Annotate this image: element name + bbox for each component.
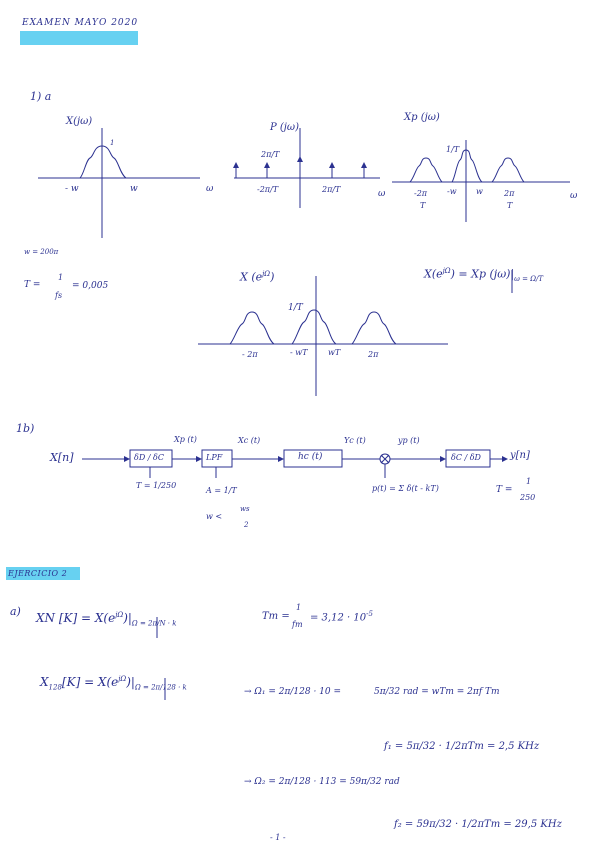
t-left: T = 1/250 — [136, 481, 177, 490]
page-title: EXAMEN MAYO 2020 — [22, 18, 139, 28]
xn-k-eq — [36, 612, 177, 627]
xpjw-posw: w — [476, 187, 483, 196]
omega2: → Ω₂ = 2π/128 · 113 = 59π/32 rad — [244, 777, 400, 787]
xjw-neg-w: - w — [65, 184, 79, 194]
page-number: - 1 - — [270, 833, 286, 842]
relation-left-text: X(e — [424, 267, 443, 281]
f1: f₁ = 5π/32 · 1/2πTm = 2,5 KHz — [384, 741, 540, 752]
xpjw-graph — [392, 140, 570, 222]
omega1-val: 5π/32 rad = wTm = 2πf Tm — [374, 687, 500, 697]
part-1a-label: 1) a — [30, 90, 52, 103]
block-cd-label: δC / δD — [451, 453, 481, 462]
xej-neg2pi: - 2π — [242, 350, 258, 359]
xn-k-sup: jΩ — [115, 611, 124, 619]
xjw-axis: ω — [206, 184, 214, 194]
x128-text: X — [40, 675, 49, 689]
t-val: = 0,005 — [72, 281, 109, 291]
x128-bar-sub: Ω = 2π/128 · k — [134, 683, 187, 692]
tm-exp: -5 — [366, 610, 373, 618]
sig-yp: yp (t) — [398, 436, 420, 445]
w-note: w = 200π — [24, 248, 59, 256]
a-eq: A = 1/T — [206, 486, 237, 495]
xej-title-text: X (e — [240, 270, 263, 284]
part-2a-label: a) — [10, 605, 21, 618]
t-right-num: 1 — [526, 477, 532, 486]
tm-den: fm — [292, 620, 303, 629]
t-den: fs — [55, 291, 63, 300]
xjw-graph — [38, 128, 200, 238]
xpjw-negT: T — [420, 201, 426, 210]
t-num: 1 — [58, 273, 64, 282]
xpjw-axis: ω — [570, 191, 578, 201]
pjw-title: P (jω) — [270, 122, 299, 133]
tm-num: 1 — [296, 603, 302, 612]
x128-rest: [K] = X(e — [61, 675, 119, 689]
xpjw-pos2pi: 2π — [504, 189, 515, 198]
xpjw-negw: -w — [447, 187, 457, 196]
omega1: → Ω₁ = 2π/128 · 10 = — [244, 687, 342, 697]
w-cond-num: ws — [240, 505, 250, 513]
tm-val-text: = 3,12 · 10 — [310, 612, 367, 624]
block-dc-label: δD / δC — [134, 453, 164, 462]
xn-input: X[n] — [50, 451, 74, 464]
sig-yc: Yc (t) — [344, 436, 366, 445]
w-cond-den: 2 — [244, 521, 249, 529]
xpjw-neg2pi: -2π — [414, 189, 428, 198]
section2-title: EJERCICIO 2 — [8, 569, 68, 578]
yn-output: y[n] — [510, 450, 530, 461]
xn-k-text: XN [K] = X(e — [36, 611, 116, 625]
w-cond-a: w < — [206, 512, 223, 521]
part-1b-label: 1b) — [16, 422, 35, 435]
block-hc-label: hc (t) — [298, 452, 323, 462]
tm-eq: Tm = — [262, 611, 290, 622]
xn-k-close: )| — [123, 611, 132, 625]
block-lpf-label: LPF — [206, 453, 223, 462]
pjw-pos: 2π/T — [322, 185, 341, 194]
relation-left — [424, 268, 543, 283]
pulse-train: p(t) = Σ δ(t - kT) — [372, 484, 439, 493]
sig-xp: Xp (t) — [174, 435, 197, 444]
xej-title — [240, 271, 274, 283]
relation-sub: ω = Ω/T — [514, 274, 544, 283]
x128-sup: jΩ — [118, 675, 127, 683]
xpjw-amp: 1/T — [446, 145, 460, 154]
pjw-neg: -2π/T — [257, 185, 279, 194]
t-right-a: T = — [496, 485, 513, 495]
xjw-pos-w: w — [130, 184, 138, 194]
xjw-title: X(jω) — [66, 116, 93, 127]
t-eq: T = — [24, 280, 41, 290]
xej-title-sup: jΩ — [262, 270, 271, 278]
xpjw-title: Xp (jω) — [404, 112, 440, 123]
xej-title-close: ) — [270, 270, 275, 284]
pjw-graph — [233, 128, 380, 208]
xn-k-sub: Ω = 2π/N · k — [131, 619, 177, 628]
xej-graph — [198, 276, 448, 396]
t-right-den: 250 — [520, 493, 536, 502]
xej-pos2pi: 2π — [368, 350, 379, 359]
xpjw-posT: T — [507, 201, 513, 210]
x128-eq — [40, 676, 187, 691]
f2: f₂ = 59π/32 · 1/2πTm = 29,5 KHz — [394, 819, 562, 830]
tm-val — [310, 611, 373, 623]
pjw-axis: ω — [378, 189, 386, 199]
relation-sup: jΩ — [442, 267, 451, 275]
pjw-amp: 2π/T — [261, 150, 280, 159]
relation-mid: ) = Xp (jω)| — [450, 267, 515, 281]
x128-close: )| — [126, 675, 135, 689]
xej-poswT: wT — [328, 348, 341, 357]
x128-sub: 128 — [48, 683, 62, 692]
xej-amp: 1/T — [288, 303, 303, 313]
xej-negwT: - wT — [290, 348, 308, 357]
sig-xc: Xc (t) — [238, 436, 261, 445]
xjw-amp: 1 — [110, 139, 115, 147]
